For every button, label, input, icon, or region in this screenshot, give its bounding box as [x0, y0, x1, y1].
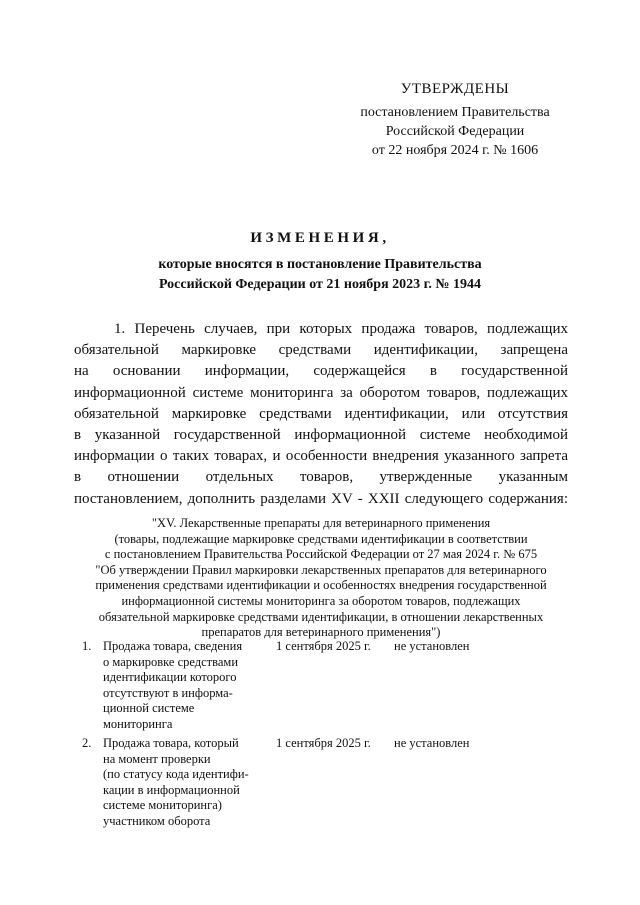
- condition-line: Продажа товара, сведения: [103, 639, 243, 653]
- section-line: (товары, подлежащие маркировке средствами идентификации в соответствии: [114, 531, 528, 546]
- body-line: в указанной государственной информационной системе необходимой: [74, 427, 568, 444]
- row-condition: [103, 639, 273, 733]
- title-sub-line: которые вносятся в постановление Правительства: [158, 257, 482, 272]
- section-line: "Об утверждении Правил маркировки лекарственных препаратов для ветеринарного: [95, 562, 547, 577]
- section-line: применения средствами идентификации и особенностях внедрения государственной: [95, 578, 547, 593]
- title-sub-line: Российской Федерации от 21 ноября 2023 г. № 1944: [158, 277, 482, 292]
- row-condition: [103, 736, 273, 830]
- condition-line: на момент проверки: [103, 751, 211, 766]
- condition-line: мониторинга: [103, 716, 173, 731]
- condition-line: (по статусу кода идентифи-: [103, 767, 249, 782]
- condition-line: участником оборота: [103, 813, 211, 828]
- body-line: 1. Перечень случаев, при которых продажа товаров, подлежащих: [114, 321, 568, 337]
- approval-line: от 22 ноября 2024 г. № 1606: [371, 143, 539, 158]
- approval-line: Российской Федерации: [385, 124, 525, 139]
- row-date: 1 сентября 2025 г.: [276, 736, 371, 750]
- condition-line: системе мониторинга): [103, 798, 222, 813]
- condition-line: о маркировке средствами: [103, 654, 239, 669]
- row-date: 1 сентября 2025 г.: [276, 639, 371, 653]
- body-line: информационной системе мониторинга за оборотом товаров, подлежащих: [74, 384, 568, 401]
- row-limit: не установлен: [394, 736, 470, 750]
- section-heading: [74, 516, 568, 641]
- row-limit: не установлен: [394, 639, 470, 653]
- body-line: информации о таких товарах, и особенности внедрения указанного запрета: [74, 448, 568, 465]
- condition-line: ционной системе: [103, 701, 195, 716]
- approval-heading: УТВЕРЖДЕНЫ: [400, 81, 510, 97]
- approval-block: [330, 80, 580, 160]
- condition-line: Продажа товара, который: [103, 736, 239, 750]
- condition-line: кации в информационной: [103, 782, 240, 797]
- body-line: на основании информации, содержащейся в государственной: [74, 363, 568, 380]
- title-sub: [70, 255, 570, 295]
- title-main: ИЗМЕНЕНИЯ,: [250, 230, 390, 246]
- section-line: препаратов для ветеринарного применения"): [201, 625, 441, 640]
- approval-line: постановлением Правительства: [360, 105, 550, 120]
- row-number: 1.: [82, 639, 92, 653]
- body-line: в отношении отдельных товаров, утвержденные указанным: [74, 469, 568, 486]
- section-line: информационной системы мониторинга за оборотом товаров, подлежащих: [121, 593, 521, 608]
- section-line: с постановлением Правительства Российской Федерации от 27 мая 2024 г. № 675: [104, 547, 538, 562]
- body-line: постановлением, дополнить разделами XV - XXII следующего содержания:: [74, 490, 568, 507]
- body-paragraph: [74, 319, 568, 510]
- condition-line: отсутствуют в информа-: [103, 685, 233, 700]
- body-line: обязательной маркировке средствами идентификации, или отсутствия: [74, 405, 568, 422]
- document-title: [70, 228, 570, 295]
- condition-line: идентификации которого: [103, 670, 237, 685]
- section-line: обязательной маркировке средствами идентификации, в отношении лекарственных: [98, 609, 544, 624]
- body-line: обязательной маркировке средствами идентификации, запрещена: [74, 342, 568, 359]
- section-line: "XV. Лекарственные препараты для ветеринарного применения: [151, 516, 491, 530]
- row-number: 2.: [82, 736, 92, 750]
